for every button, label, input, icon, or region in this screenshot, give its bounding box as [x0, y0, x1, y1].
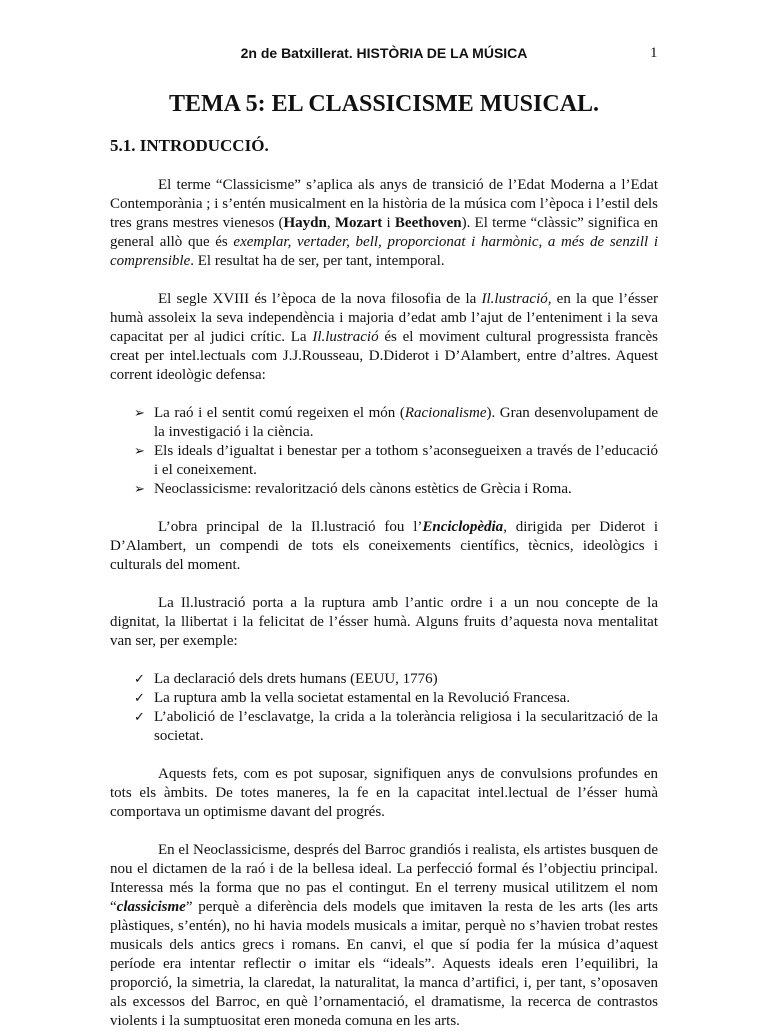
text-run: La raó i el sentit comú regeixen el món (	[154, 405, 405, 421]
section-heading-suffix: .	[264, 136, 269, 155]
paragraph-rupture: La Il.lustració porta a la ruptura amb l’antic ordre i a un nou concepte de la dignitat, la llibertat i la felicitat de l’ésser humà. Alguns fruits d’aquesta nova mentalitat van ser, per exemple:	[110, 595, 658, 649]
paragraph-gap	[110, 746, 658, 765]
text-run: El terme “Classicisme” s’aplica als anys de transició de l’Edat Moderna a l’Edat Contemporània ; i s’entén musicalment en la història de la música com l’època i l’estil dels tres grans mestres vienesos (	[110, 177, 658, 231]
section-heading	[110, 136, 269, 156]
list-item	[110, 708, 658, 746]
paragraph-neoclassicism	[110, 841, 658, 1031]
text-run: , dirigida per Diderot i D’Alambert, un compendi de tots els coneixements científics, tècnics, ideològics i culturals del moment.	[110, 519, 659, 573]
bold-run: Haydn	[283, 215, 327, 231]
text-run: ). Gran desenvolupament de la investigació i la ciència.	[154, 405, 658, 440]
paragraph-gap	[110, 385, 658, 404]
italic-run: Il.lustració	[312, 329, 379, 345]
paragraph-enlightenment	[110, 290, 658, 385]
arrow-bullet-icon: ➢	[134, 482, 145, 497]
text-run: . El resultat ha de ser, per tant, intemporal.	[190, 253, 445, 269]
paragraph-classicism-definition	[110, 176, 658, 271]
paragraph-gap	[110, 651, 658, 670]
bold-run: Beethoven	[394, 215, 462, 231]
examples-list	[110, 670, 658, 746]
text-run: i	[382, 215, 395, 231]
document-title: TEMA 5: EL CLASSICISME MUSICAL.	[168, 91, 600, 117]
text-run: en la que l’ésser humà assoleix la seva independència i majoria d’edat amb l’ajut de l’enteniment i la seva capacitat per al judici crític. La	[110, 291, 658, 345]
paragraph-encyclopedia	[110, 518, 658, 575]
arrow-bullet-icon: ➢	[134, 406, 145, 421]
ideology-list	[110, 404, 658, 499]
text-run: ). El terme “clàssic” significa en general allò que és	[110, 215, 658, 250]
paragraph-gap	[110, 499, 658, 518]
list-item	[110, 670, 658, 689]
paragraph-gap	[110, 575, 658, 594]
page-number: 1	[650, 45, 658, 61]
text-run: La declaració dels drets humans (EEUU, 1776)	[154, 671, 438, 687]
running-header: 2n de Batxillerat. HISTÒRIA DE LA MÚSICA	[240, 45, 528, 61]
bold-italic-run: Enciclopèdia	[422, 519, 504, 535]
checkmark-bullet-icon: ✓	[134, 672, 145, 687]
text-run: El segle XVIII és l’època de la nova filosofia de la	[158, 291, 482, 307]
text-run: En el Neoclassicisme, després del Barroc grandiós i realista, els artistes busquen de nou el dictamen de la raó i de la bellesa ideal. La perfecció formal és l’objectiu principal. Interessa més la forma que no pas el contingut. En el terreny musical utilitzem el nom “	[110, 842, 658, 915]
section-heading-text: 5.1. INTRODUCCIÓ	[110, 136, 265, 155]
italic-run: Racionalisme	[404, 405, 487, 421]
paragraph-convulsions: Aquests fets, com es pot suposar, signifiquen anys de convulsions profundes en tots els àmbits. De totes maneres, la fe en la capacitat intel.lectual de l’ésser humà comportava un optimisme davant del progrés.	[110, 766, 658, 820]
text-run: L’abolició de l’esclavatge, la crida a la tolerància religiosa i la secularització de la societat.	[154, 709, 658, 744]
checkmark-bullet-icon: ✓	[134, 691, 145, 706]
text-run: La ruptura amb la vella societat estamental en la Revolució Francesa.	[154, 690, 571, 706]
document-body	[110, 176, 658, 1031]
checkmark-bullet-icon: ✓	[134, 710, 145, 725]
bold-italic-run: classicisme	[116, 899, 186, 915]
list-item	[110, 480, 658, 499]
list-item	[110, 442, 658, 480]
text-run: Els ideals d’igualtat i benestar per a tothom s’aconsegueixen a través de l’educació i el coneixement.	[154, 443, 658, 478]
text-run: és el moviment cultural progressista francès creat per intel.lectuals com J.J.Rousseau, D.Diderot i D’Alambert, entre d’altres. Aquest corrent ideològic defensa:	[110, 329, 659, 383]
text-run: Neoclassicisme: revalorització dels cànons estètics de Grècia i Roma.	[154, 481, 572, 497]
italic-run: Il.lustració,	[481, 291, 552, 307]
paragraph-gap	[110, 271, 658, 290]
text-run: ,	[326, 215, 335, 231]
text-run: ” perquè a diferència dels models que imitaven la resta de les arts (les arts plàstiques, s’entén), no hi havia models musicals a imitar, perquè no s’havien trobat restes musicals dels antics grecs i romans. En canvi, el que sí podia fer la música d’aquest període era intentar reflectir o imitar els “ideals”. Aquests ideals eren l’equilibri, la proporció, la simetria, la claredat, la naturalitat, la manca d’artifici, i, per tant, s’oposaven als excessos del Barroc, en què l’ornamentació, el dramatisme, la recerca de contrastos violents i la sumptuositat eren moneda comuna en les arts.	[110, 899, 658, 1029]
text-run: L’obra principal de la Il.lustració fou l’	[158, 519, 423, 535]
bold-run: Mozart	[334, 215, 383, 231]
arrow-bullet-icon: ➢	[134, 444, 145, 459]
list-item	[110, 404, 658, 442]
paragraph-gap	[110, 822, 658, 841]
list-item	[110, 689, 658, 708]
italic-run: exemplar, vertader, bell, proporcionat i harmònic, a més de senzill i comprensible	[110, 234, 659, 269]
